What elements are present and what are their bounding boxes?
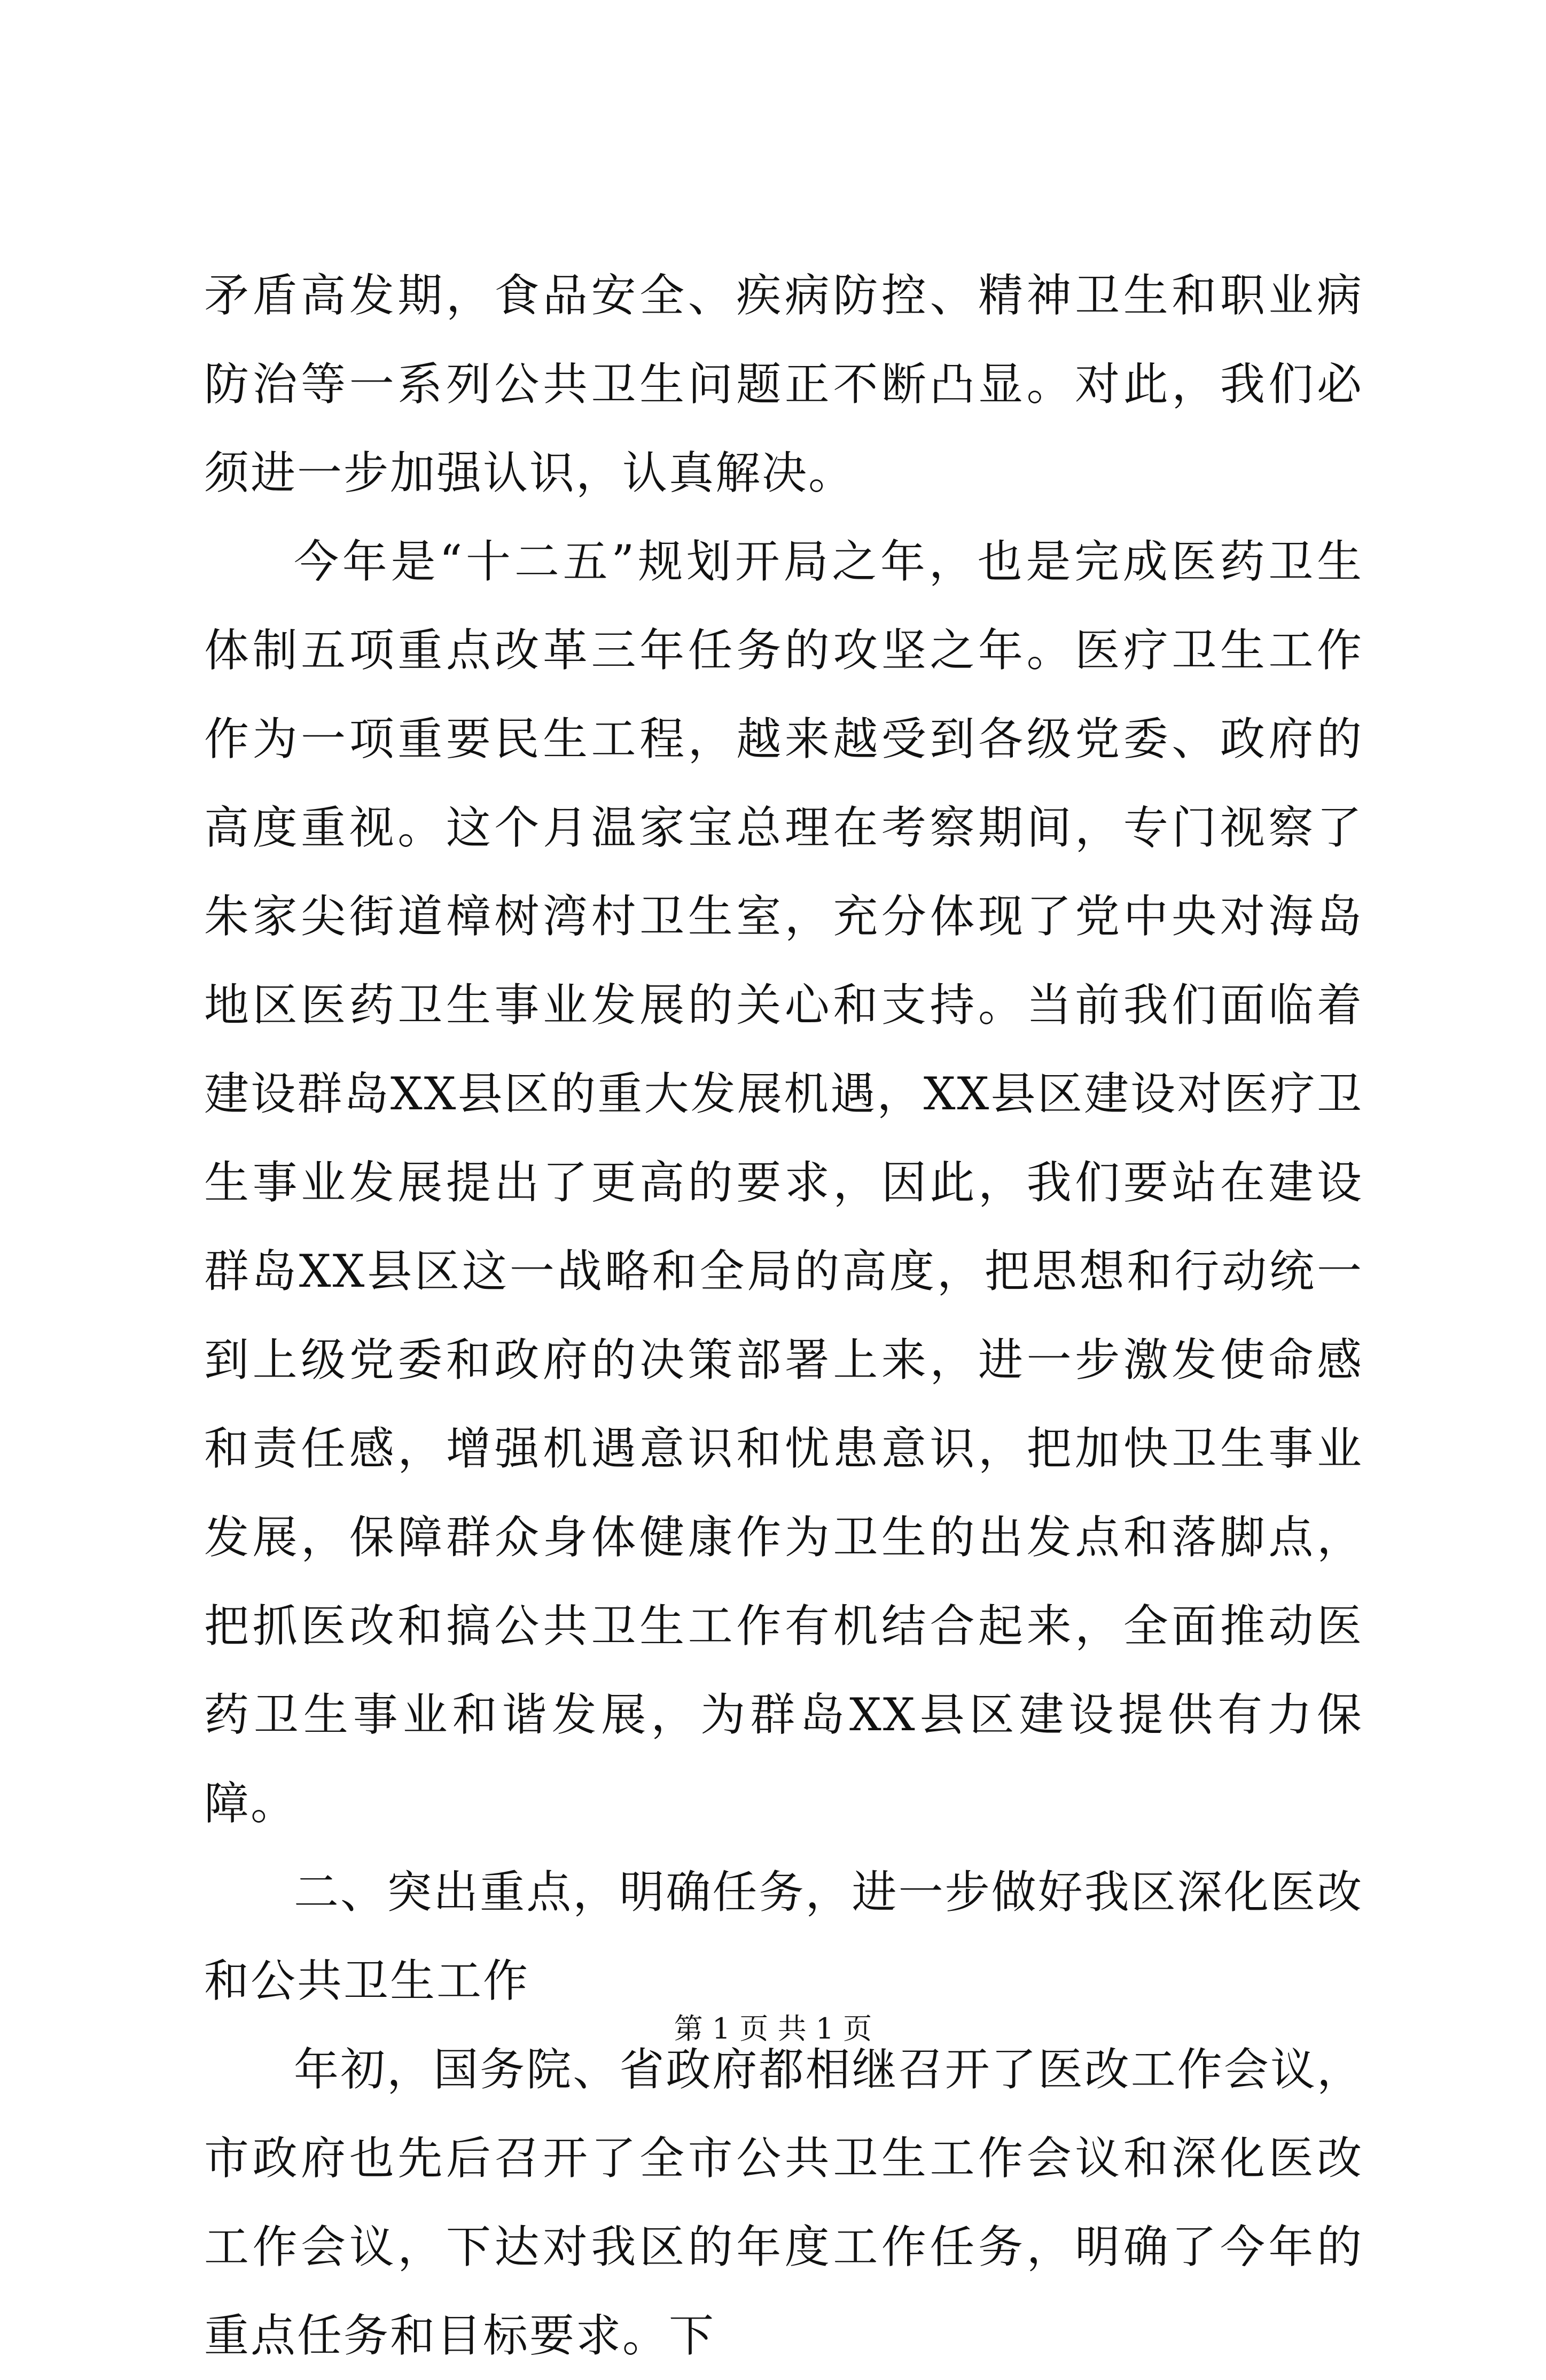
page-number-footer: 第 1 页 共 1 页	[674, 2012, 872, 2045]
document-body	[204, 251, 1363, 2380]
paragraph-continuation: 矛盾高发期，食品安全、疾病防控、精神卫生和职业病防治等一系列公共卫生问题正不断凸显。对此，我们必须进一步加强认识，认真解决。	[204, 269, 1363, 499]
paragraph-twelfth-five-year-plan: 今年是“十二五”规划开局之年，也是完成医药卫生体制五项重点改革三年任务的攻坚之年。医疗卫生工作作为一项重要民生工程，越来越受到各级党委、政府的高度重视。这个月温家宝总理在考察期间，专门视察了朱家尖街道樟树湾村卫生室，充分体现了党中央对海岛地区医药卫生事业发展的关心和支持。当前我们面临着建设群岛XX县区的重大发展机遇，XX县区建设对医疗卫生事业发展提出了更高的要求，因此，我们要站在建设群岛XX县区这一战略和全局的高度，把思想和行动统一到上级党委和政府的决策部署上来，进一步激发使命感和责任感，增强机遇意识和忧患意识，把加快卫生事业发展，保障群众身体健康作为卫生的出发点和落脚点，把抓医改和搞公共卫生工作有机结合起来，全面推动医药卫生事业和谐发展，为群岛XX县区建设提供有力保障。	[204, 535, 1363, 1830]
section-heading-two: 二、突出重点，明确任务，进一步做好我区深化医改和公共卫生工作	[204, 1866, 1363, 2007]
paragraph-annual-tasks: 年初，国务院、省政府都相继召开了医改工作会议，市政府也先后召开了全市公共卫生工作会议和深化医改工作会议，下达对我区的年度工作任务，明确了今年的重点任务和目标要求。下	[204, 2043, 1363, 2362]
